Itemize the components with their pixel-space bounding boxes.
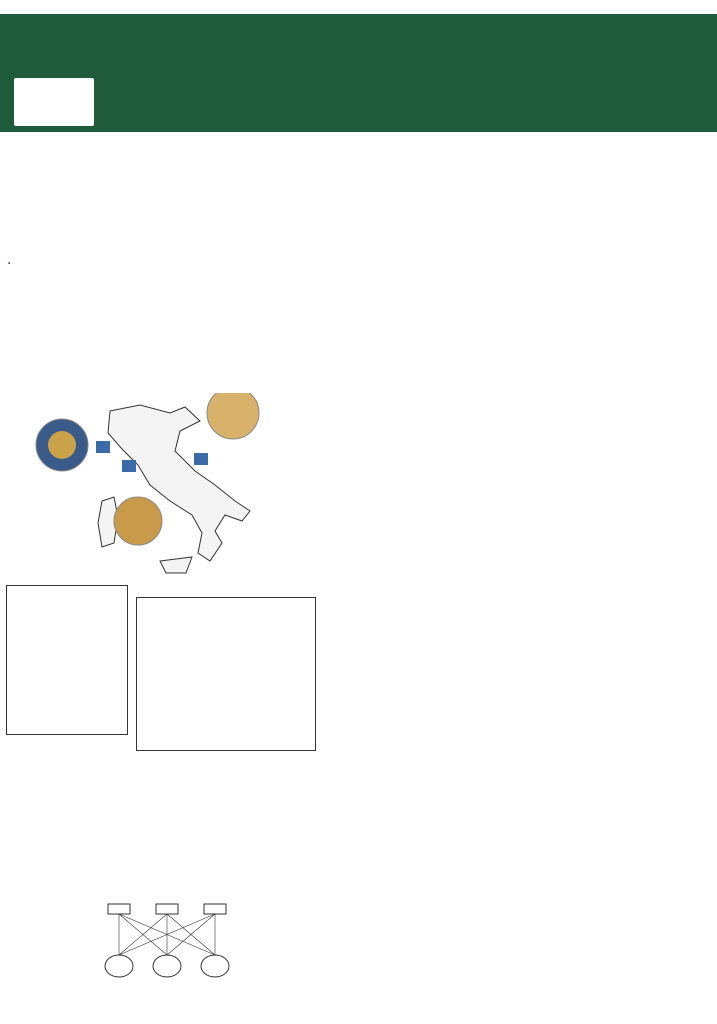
node-slope2 [201, 955, 229, 977]
consumer-test-box [136, 597, 316, 751]
ps-cheese-photo [114, 497, 162, 545]
title-banner [0, 14, 717, 132]
conference-header [0, 0, 717, 14]
italy-map [10, 393, 310, 578]
cra-logo [14, 78, 94, 126]
node-intercept [105, 955, 133, 977]
node-exp [156, 904, 178, 914]
node-blind [108, 904, 130, 914]
intro-text [8, 165, 710, 173]
node-inf [204, 904, 226, 914]
boxplot-figure [330, 327, 712, 431]
lgcm-diagram [100, 900, 235, 985]
ccm-cheese-photo [207, 393, 259, 439]
analisi-sensoriale-box [6, 585, 128, 735]
cheese-heading: • [8, 260, 11, 267]
node-slope1 [153, 955, 181, 977]
